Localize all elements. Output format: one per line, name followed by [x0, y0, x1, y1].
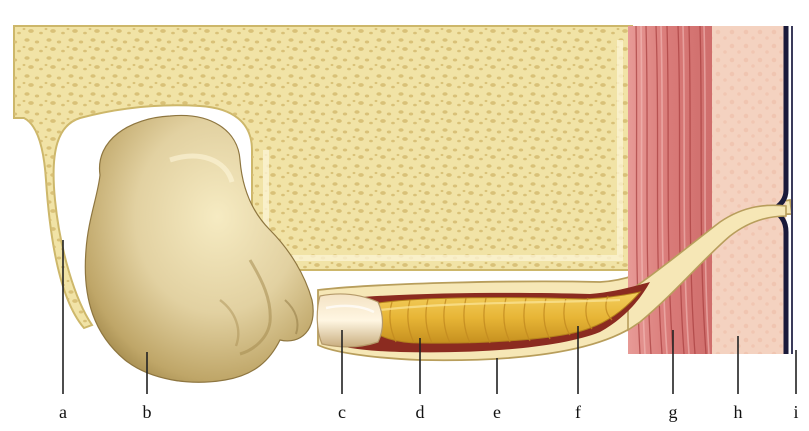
label-d: d — [415, 402, 425, 422]
label-a: a — [59, 402, 67, 422]
label-f: f — [575, 402, 581, 422]
label-c: c — [338, 402, 346, 422]
diagram-labels — [59, 402, 799, 422]
label-i: i — [793, 402, 799, 422]
label-b: b — [142, 402, 152, 422]
label-h: h — [733, 402, 743, 422]
label-g: g — [668, 402, 678, 422]
label-e: e — [493, 402, 501, 422]
cyst-stalk — [317, 294, 382, 347]
subcutaneous-layer — [712, 26, 786, 354]
